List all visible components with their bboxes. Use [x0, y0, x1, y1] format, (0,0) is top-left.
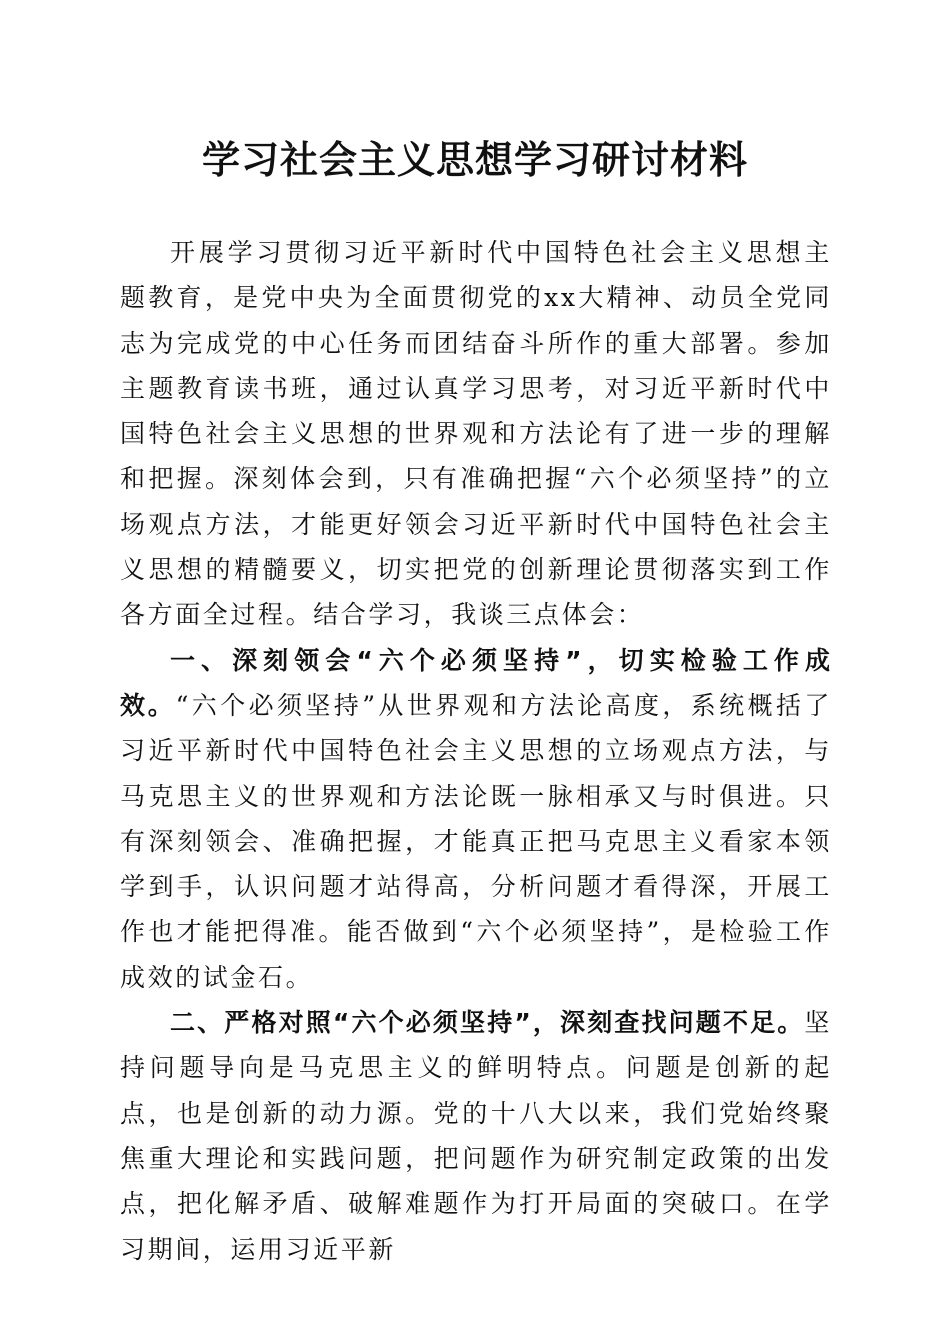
section-2-paragraph — [120, 1000, 832, 1272]
section-2-heading: 二、严格对照“六个必须坚持”，深刻查找问题不足。 — [170, 1008, 805, 1038]
section-1-text: “六个必须坚持”从世界观和方法论高度，系统概括了习近平新时代中国特色社会主义思想的立场观点方法，与马克思主义的世界观和方法论既一脉相承又与时俱进。只有深刻领会、准确把握，才能真正把马克思主义看家本领学到手，认识问题才站得高，分析问题才看得深，开展工作也才能把得准。能否做到“六个必须坚持”，是检验工作成效的试金石。 — [120, 690, 832, 992]
section-1-heading: 一、深刻领会“六个必须坚持”，切实检验工作成效。 — [120, 645, 832, 720]
section-1-paragraph — [120, 638, 832, 1000]
document-body — [120, 230, 832, 1272]
intro-paragraph: 开展学习贯彻习近平新时代中国特色社会主义思想主题教育，是党中央为全面贯彻党的xx大精神、动员全党同志为完成党的中心任务而团结奋斗所作的重大部署。参加主题教育读书班，通过认真学习思考，对习近平新时代中国特色社会主义思想的世界观和方法论有了进一步的理解和把握。深刻体会到，只有准确把握“六个必须坚持”的立场观点方法，才能更好领会习近平新时代中国特色社会主义思想的精髓要义，切实把党的创新理论贯彻落实到工作各方面全过程。结合学习，我谈三点体会： — [120, 238, 832, 630]
section-2-text: 坚持问题导向是马克思主义的鲜明特点。问题是创新的起点，也是创新的动力源。党的十八大以来，我们党始终聚焦重大理论和实践问题，把问题作为研究制定政策的出发点，把化解矛盾、破解难题作为打开局面的突破口。在学习期间，运用习近平新 — [120, 1008, 832, 1264]
document-title: 学习社会主义思想学习研讨材料 — [201, 137, 748, 182]
